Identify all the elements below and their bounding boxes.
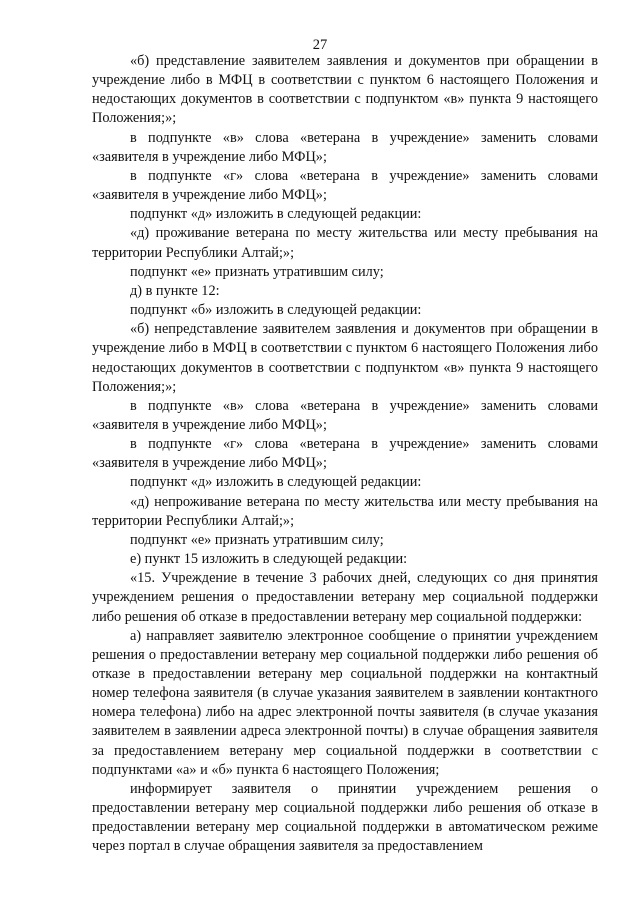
paragraph-10: в подпункте «в» слова «ветерана в учреждение» заменить словами «заявителя в учреждение либо МФЦ»;	[92, 397, 598, 433]
paragraph-11: в подпункте «г» слова «ветерана в учреждение» заменить словами «заявителя в учреждение либо МФЦ»;	[92, 436, 598, 472]
paragraph-2: в подпункте «в» слова «ветерана в учреждение» заменить словами «заявителя в учреждение либо МФЦ»;	[92, 129, 598, 165]
document-body	[92, 52, 598, 857]
paragraph-12: подпункт «д» изложить в следующей редакции:	[130, 474, 422, 491]
paragraph-16: «15. Учреждение в течение 3 рабочих дней, следующих со дня принятия учреждением решения о предоставлении ветерану мер социальной поддержки либо решения об отказе в предоставлении ветерану мер социальной поддержки:	[92, 570, 598, 625]
paragraph-17: а) направляет заявителю электронное сообщение о принятии учреждением решения о предоставлении ветерану мер социальной поддержки либо решения об отказе в предоставлении ветерану мер социальной поддержки на контактный номер телефона заявителя (в случае указания заявителем в заявлении контактного номера телефона) либо на адрес электронной почты заявителя (в случае указания заявителем в заявлении адреса электронной почты) в случае обращения заявителя за предоставлением ветерану мер социальной поддержки в соответствии с подпунктами «а» и «б» пункта 6 настоящего Положения;	[92, 627, 598, 778]
paragraph-3: в подпункте «г» слова «ветерана в учреждение» заменить словами «заявителя в учреждение либо МФЦ»;	[92, 167, 598, 204]
paragraph-9: «б) непредставление заявителем заявления и документов при обращении в учреждение либо в МФЦ в соответствии с пунктом 6 настоящего Положения либо недостающих документов в соответствии с подпунктом «в» пункта 9 настоящего Положения;»;	[92, 321, 598, 395]
paragraph-4: подпункт «д» изложить в следующей редакции:	[130, 206, 422, 223]
paragraph-15: е) пункт 15 изложить в следующей редакции:	[130, 551, 408, 568]
paragraph-5: «д) проживание ветерана по месту жительства или месту пребывания на территории Республики Алтай;»;	[92, 225, 598, 261]
paragraph-8: подпункт «б» изложить в следующей редакции:	[130, 302, 422, 319]
paragraph-18: информирует заявителя о принятии учреждением решения о предоставлении ветерану мер социальной поддержки либо решения об отказе в предоставлении ветерану мер социальной поддержки в автоматическом режиме через портал в случае обращения заявителя за предоставлением	[92, 780, 598, 855]
paragraph-14: подпункт «е» признать утратившим силу;	[130, 531, 384, 548]
paragraph-1: «б) представление заявителем заявления и документов при обращении в учреждение либо в МФЦ в соответствии с пунктом 6 настоящего Положения и недостающих документов в соответствии с подпунктом «в» пункта 9 настоящего Положения;»;	[92, 53, 598, 127]
paragraph-7: д) в пункте 12:	[130, 282, 220, 299]
paragraph-13: «д) непроживание ветерана по месту жительства или месту пребывания на территории Республики Алтай;»;	[92, 493, 598, 529]
page-number: 27	[312, 37, 328, 53]
paragraph-6: подпункт «е» признать утратившим силу;	[130, 263, 384, 280]
